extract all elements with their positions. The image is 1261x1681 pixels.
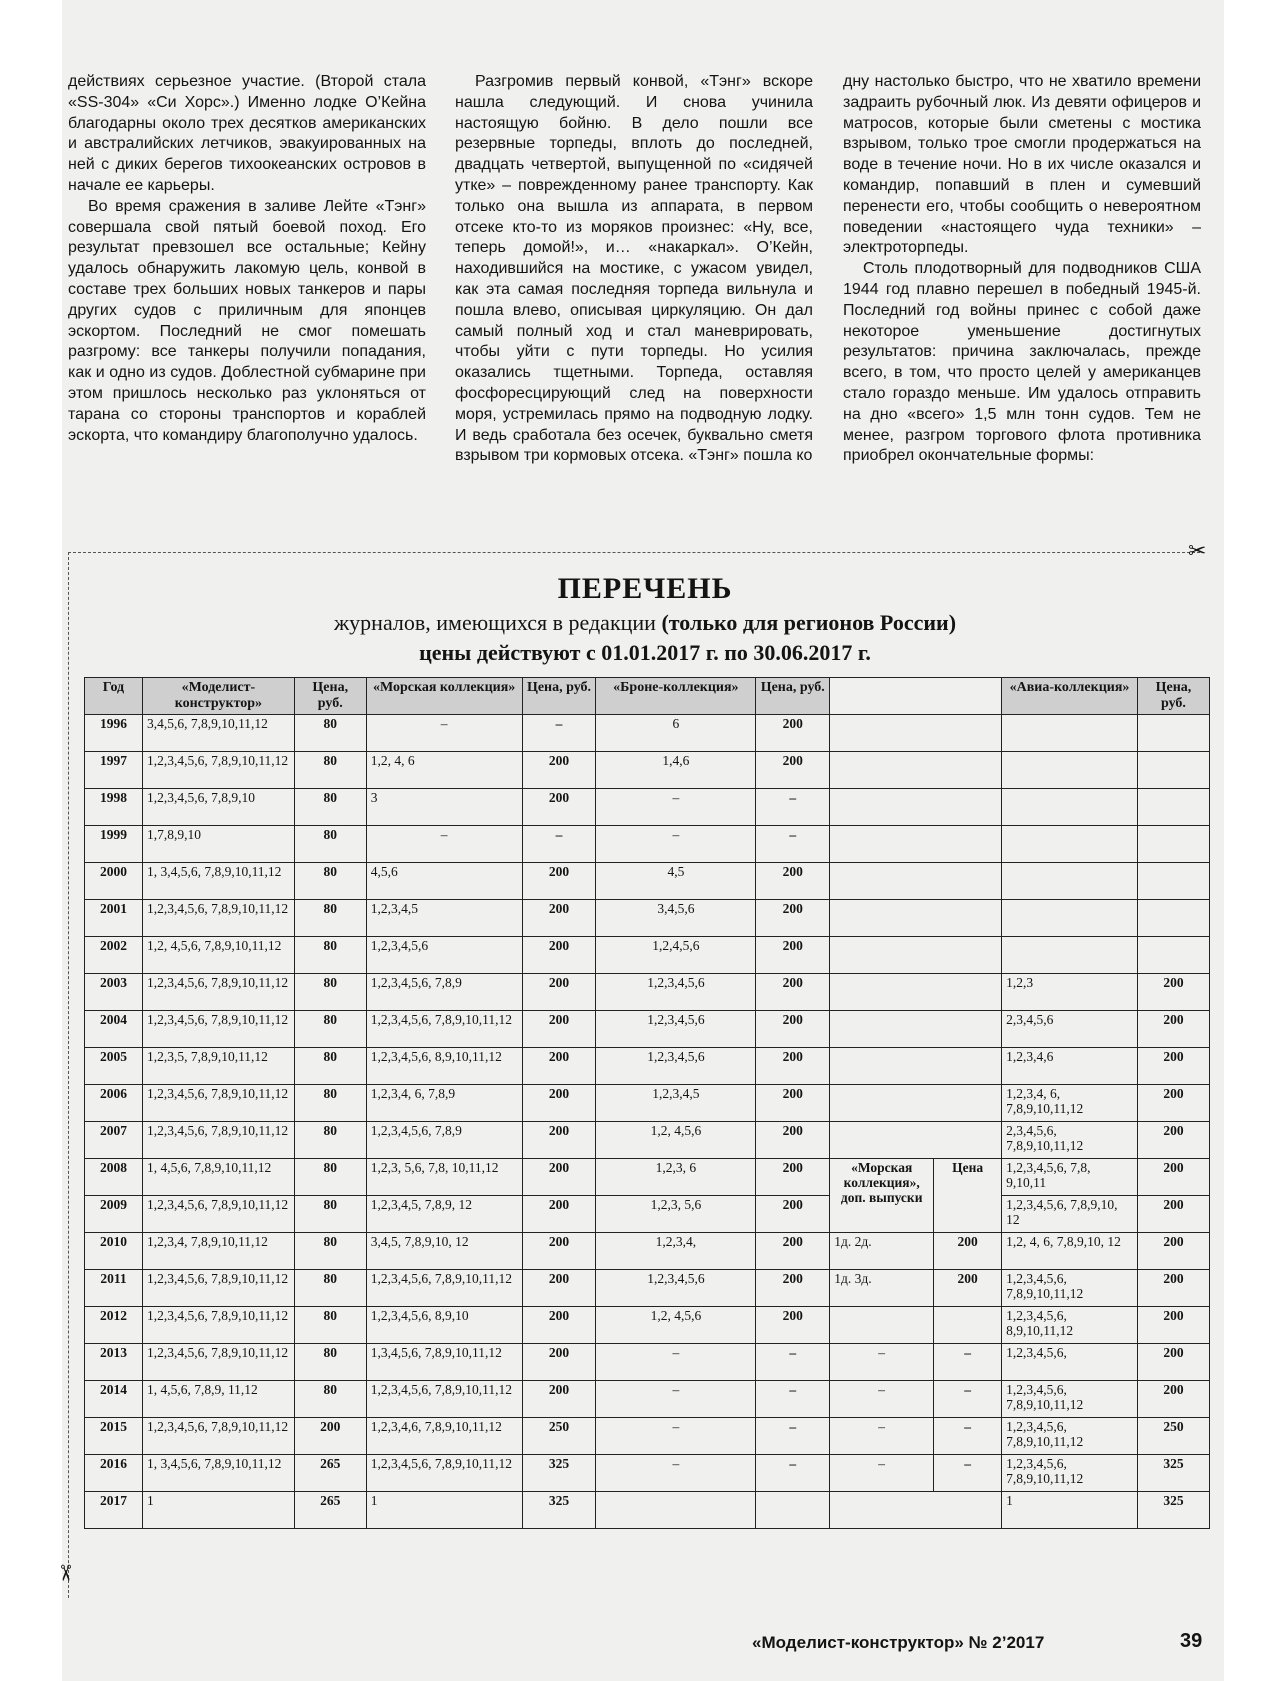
cell-mor-price: – bbox=[522, 715, 596, 752]
article-column-2 bbox=[455, 72, 813, 467]
table-row bbox=[85, 863, 1210, 900]
cell-mor-price: 200 bbox=[522, 1196, 596, 1233]
cell-bron-issues: 1,2,3,4,5,6 bbox=[596, 974, 756, 1011]
cell-bron-price: – bbox=[756, 1418, 830, 1455]
cell-mk-issues: 1,2,3,4,5,6, 7,8,9,10,11,12 bbox=[142, 1122, 294, 1159]
cell-empty bbox=[830, 1048, 1002, 1085]
cell-bron-price: 200 bbox=[756, 752, 830, 789]
cell-mk-issues: 1,2,3,4,5,6, 7,8,9,10,11,12 bbox=[142, 900, 294, 937]
cell-mor-price: 200 bbox=[522, 1122, 596, 1159]
cell-mk-price: 80 bbox=[294, 789, 366, 826]
cell-mor-price: 200 bbox=[522, 752, 596, 789]
cell-year: 2006 bbox=[85, 1085, 143, 1122]
cell-bron-price: 200 bbox=[756, 1233, 830, 1270]
list-subtitle bbox=[80, 610, 1210, 636]
cell-mk-issues: 1, 4,5,6, 7,8,9,10,11,12 bbox=[142, 1159, 294, 1196]
article-paragraph: дну настолько быстро, что не хватило времени задраить рубочный люк. Из девяти офицеров и матросов, которые были сметены с мостика взрывом, только трое смогли продержаться на воде в течение ночи. Но в их числе оказался и командир, попавший в плен и сумевший перенести его, чтобы сообщить о невероятном поведении «настоящего чуда техники» – электроторпеды. bbox=[843, 73, 1201, 257]
cell-mor-issues: – bbox=[366, 826, 522, 863]
table-row bbox=[85, 1492, 1210, 1529]
cell-avia-price: 200 bbox=[1137, 1233, 1209, 1270]
cell-dop-price: – bbox=[934, 1381, 1002, 1418]
cell-empty bbox=[830, 863, 1002, 900]
cut-line-horizontal bbox=[68, 552, 1200, 553]
scissors-icon: ✂ bbox=[1188, 538, 1207, 563]
header-price: Цена, руб. bbox=[522, 678, 596, 715]
cell-avia-price: 200 bbox=[1137, 1270, 1209, 1307]
cell-mk-price: 265 bbox=[294, 1455, 366, 1492]
cell-bron-issues: – bbox=[596, 1381, 756, 1418]
cell-year: 2010 bbox=[85, 1233, 143, 1270]
cell-mk-price: 80 bbox=[294, 1196, 366, 1233]
cell-mor-issues: 1,2,3,4,5,6, 7,8,9,10,11,12 bbox=[366, 1381, 522, 1418]
cell-mk-price: 265 bbox=[294, 1492, 366, 1529]
cell-bron-issues bbox=[596, 1492, 756, 1529]
cell-bron-issues: – bbox=[596, 826, 756, 863]
header-empty bbox=[830, 678, 1002, 715]
cell-bron-price: 200 bbox=[756, 974, 830, 1011]
cell-bron-price: – bbox=[756, 1344, 830, 1381]
cell-avia-price: 200 bbox=[1137, 1085, 1209, 1122]
cell-mk-issues: 3,4,5,6, 7,8,9,10,11,12 bbox=[142, 715, 294, 752]
cell-mor-price: 200 bbox=[522, 937, 596, 974]
cell-mor-price: 200 bbox=[522, 1344, 596, 1381]
cell-mor-issues: 1,2,3,4,5,6, 8,9,10 bbox=[366, 1307, 522, 1344]
cell-year: 2008 bbox=[85, 1159, 143, 1196]
cell-empty bbox=[830, 1011, 1002, 1048]
cell-mk-issues: 1,7,8,9,10 bbox=[142, 826, 294, 863]
cell-avia-issues: 1,2, 4, 6, 7,8,9,10, 12 bbox=[1002, 1233, 1138, 1270]
cell-avia-price: 200 bbox=[1137, 1381, 1209, 1418]
cell-empty bbox=[830, 1122, 1002, 1159]
cell-bron-issues: – bbox=[596, 789, 756, 826]
cell-mk-issues: 1,2,3,5, 7,8,9,10,11,12 bbox=[142, 1048, 294, 1085]
table-row bbox=[85, 1270, 1210, 1307]
table-row bbox=[85, 1381, 1210, 1418]
cell-mor-issues: 3 bbox=[366, 789, 522, 826]
cell-dop-issues: 1д. 2д. bbox=[830, 1233, 934, 1270]
cell-bron-price: 200 bbox=[756, 863, 830, 900]
cell-mk-issues: 1,2,3,4,5,6, 7,8,9,10,11,12 bbox=[142, 1270, 294, 1307]
cut-line-vertical bbox=[68, 552, 69, 1598]
cell-mor-issues: 3,4,5, 7,8,9,10, 12 bbox=[366, 1233, 522, 1270]
cell-mk-issues: 1,2, 4,5,6, 7,8,9,10,11,12 bbox=[142, 937, 294, 974]
table-row bbox=[85, 900, 1210, 937]
cell-avia-price: 200 bbox=[1137, 1159, 1209, 1196]
header-bron: «Броне-коллекция» bbox=[596, 678, 756, 715]
scissors-icon: ✂ bbox=[53, 1563, 79, 1583]
cell-year: 2000 bbox=[85, 863, 143, 900]
cell-mor-price: 200 bbox=[522, 1270, 596, 1307]
cell-dop-price: – bbox=[934, 1418, 1002, 1455]
cell-mk-price: 80 bbox=[294, 826, 366, 863]
cell-mor-issues: 1,2,3,4,5,6, 7,8,9 bbox=[366, 1122, 522, 1159]
cell-year: 1998 bbox=[85, 789, 143, 826]
cell-avia-issues: 1,2,3 bbox=[1002, 974, 1138, 1011]
cell-mor-price: 200 bbox=[522, 1011, 596, 1048]
table-row bbox=[85, 937, 1210, 974]
cell-bron-price: 200 bbox=[756, 1048, 830, 1085]
cell-year: 2016 bbox=[85, 1455, 143, 1492]
cell-mor-issues: 1,2,3,4,6, 7,8,9,10,11,12 bbox=[366, 1418, 522, 1455]
cell-avia-issues: 2,3,4,5,6 bbox=[1002, 1011, 1138, 1048]
cell-mor-issues: 1,2,3,4,5,6 bbox=[366, 937, 522, 974]
cell-mor-issues: 1,2,3,4,5,6, 7,8,9 bbox=[366, 974, 522, 1011]
cell-mk-issues: 1,2,3,4,5,6, 7,8,9,10 bbox=[142, 789, 294, 826]
cell-mk-issues: 1, 3,4,5,6, 7,8,9,10,11,12 bbox=[142, 1455, 294, 1492]
cell-mor-price: 325 bbox=[522, 1455, 596, 1492]
cell-mk-price: 80 bbox=[294, 1085, 366, 1122]
cell-mor-issues: 4,5,6 bbox=[366, 863, 522, 900]
cell-year: 1999 bbox=[85, 826, 143, 863]
cell-mor-issues: 1,2,3,4,5, 7,8,9, 12 bbox=[366, 1196, 522, 1233]
cell-year: 2005 bbox=[85, 1048, 143, 1085]
cell-bron-issues: – bbox=[596, 1344, 756, 1381]
cell-mor-issues: 1,2,3,4,5,6, 7,8,9,10,11,12 bbox=[366, 1011, 522, 1048]
table-row bbox=[85, 1048, 1210, 1085]
cell-mor-issues: 1,2,3,4,5,6, 8,9,10,11,12 bbox=[366, 1048, 522, 1085]
cell-bron-issues: 1,2,3,4,5 bbox=[596, 1085, 756, 1122]
cell-bron-issues: – bbox=[596, 1455, 756, 1492]
cell-dop-issues: 1д. 3д. bbox=[830, 1270, 934, 1307]
cell-bron-issues: 1,2, 4,5,6 bbox=[596, 1307, 756, 1344]
cell-bron-price: 200 bbox=[756, 715, 830, 752]
cell-bron-issues: 1,2,3,4,5,6 bbox=[596, 1048, 756, 1085]
cell-avia-price: 325 bbox=[1137, 1492, 1209, 1529]
cell-avia-price: 200 bbox=[1137, 974, 1209, 1011]
cell-avia-issues: 1,2,3,4,5,6, 7,8,9,10,11,12 bbox=[1002, 1455, 1138, 1492]
cell-mor-issues: 1,2,3,4,5,6, 7,8,9,10,11,12 bbox=[366, 1270, 522, 1307]
cell-avia-issues: 1,2,3,4,5,6, 8,9,10,11,12 bbox=[1002, 1307, 1138, 1344]
cell-bron-price: 200 bbox=[756, 1122, 830, 1159]
cell-dop-price: 200 bbox=[934, 1233, 1002, 1270]
cell-mk-price: 80 bbox=[294, 1233, 366, 1270]
cell-avia-price bbox=[1137, 715, 1209, 752]
cell-bron-price: 200 bbox=[756, 937, 830, 974]
cell-bron-price: 200 bbox=[756, 1085, 830, 1122]
cell-year: 2001 bbox=[85, 900, 143, 937]
cell-mk-price: 80 bbox=[294, 1048, 366, 1085]
cell-mk-issues: 1,2,3,4, 7,8,9,10,11,12 bbox=[142, 1233, 294, 1270]
cell-avia-price bbox=[1137, 789, 1209, 826]
cell-mk-price: 80 bbox=[294, 1381, 366, 1418]
table-row bbox=[85, 1122, 1210, 1159]
cell-mor-price: 200 bbox=[522, 900, 596, 937]
list-subtitle-plain: журналов, имеющихся в редакции bbox=[333, 610, 656, 635]
cell-bron-price: 200 bbox=[756, 1307, 830, 1344]
cell-avia-issues: 1,2,3,4,5,6, 7,8,9,10,11,12 bbox=[1002, 1270, 1138, 1307]
footer-magazine: «Моделист-конструктор» № 2’2017 bbox=[752, 1633, 1045, 1652]
cell-mk-issues: 1,2,3,4,5,6, 7,8,9,10,11,12 bbox=[142, 974, 294, 1011]
cell-mor-price: 200 bbox=[522, 1381, 596, 1418]
table-row bbox=[85, 974, 1210, 1011]
cell-avia-price: 200 bbox=[1137, 1344, 1209, 1381]
cell-mor-price: 325 bbox=[522, 1492, 596, 1529]
table-row bbox=[85, 1159, 1210, 1196]
cell-empty bbox=[830, 1085, 1002, 1122]
cell-mor-price: 200 bbox=[522, 863, 596, 900]
cell-avia-price bbox=[1137, 752, 1209, 789]
cell-mor-price: 200 bbox=[522, 974, 596, 1011]
cell-year: 2009 bbox=[85, 1196, 143, 1233]
cell-mor-price: 200 bbox=[522, 1159, 596, 1196]
cell-mk-price: 80 bbox=[294, 1307, 366, 1344]
cell-mk-issues: 1 bbox=[142, 1492, 294, 1529]
cell-bron-price: 200 bbox=[756, 1270, 830, 1307]
cell-year: 1997 bbox=[85, 752, 143, 789]
cell-mk-issues: 1, 4,5,6, 7,8,9, 11,12 bbox=[142, 1381, 294, 1418]
cell-avia-issues bbox=[1002, 752, 1138, 789]
cell-mor-issues: 1,2, 4, 6 bbox=[366, 752, 522, 789]
cell-dop-issues: – bbox=[830, 1418, 934, 1455]
cell-dop-price: – bbox=[934, 1455, 1002, 1492]
cell-bron-price: – bbox=[756, 826, 830, 863]
cell-empty bbox=[830, 1492, 1002, 1529]
cell-mk-issues: 1,2,3,4,5,6, 7,8,9,10,11,12 bbox=[142, 752, 294, 789]
cell-mor-issues: 1,2,3,4, 6, 7,8,9 bbox=[366, 1085, 522, 1122]
cell-mk-price: 80 bbox=[294, 715, 366, 752]
cell-mk-price: 80 bbox=[294, 1344, 366, 1381]
cell-year: 2012 bbox=[85, 1307, 143, 1344]
magazine-price-table bbox=[84, 677, 1210, 1529]
cell-avia-price: 200 bbox=[1137, 1011, 1209, 1048]
cell-bron-issues: – bbox=[596, 1418, 756, 1455]
cell-avia-price: 200 bbox=[1137, 1196, 1209, 1233]
cell-bron-issues: 1,2, 4,5,6 bbox=[596, 1122, 756, 1159]
cell-bron-issues: 1,2,3, 6 bbox=[596, 1159, 756, 1196]
cell-dop-price: – bbox=[934, 1344, 1002, 1381]
cell-mk-price: 80 bbox=[294, 1011, 366, 1048]
cell-bron-issues: 1,2,3, 5,6 bbox=[596, 1196, 756, 1233]
cell-mor-price: 200 bbox=[522, 1048, 596, 1085]
cell-mk-issues: 1,2,3,4,5,6, 7,8,9,10,11,12 bbox=[142, 1307, 294, 1344]
list-dates: цены действуют с 01.01.2017 г. по 30.06.2017 г. bbox=[419, 640, 871, 665]
cell-dop-issues: – bbox=[830, 1455, 934, 1492]
cell-mor-price: 200 bbox=[522, 789, 596, 826]
cell-avia-issues: 1,2,3,4,5,6, bbox=[1002, 1344, 1138, 1381]
table-row bbox=[85, 1196, 1210, 1233]
cell-avia-price: 250 bbox=[1137, 1418, 1209, 1455]
cell-mor-price: 200 bbox=[522, 1307, 596, 1344]
cell-bron-price bbox=[756, 1492, 830, 1529]
cell-mk-price: 80 bbox=[294, 974, 366, 1011]
cell-avia-issues: 1,2,3,4,5,6, 7,8,9,10,11,12 bbox=[1002, 1418, 1138, 1455]
cell-bron-price: 200 bbox=[756, 1196, 830, 1233]
cell-mor-issues: – bbox=[366, 715, 522, 752]
cell-mor-issues: 1 bbox=[366, 1492, 522, 1529]
cell-empty bbox=[830, 826, 1002, 863]
table-row bbox=[85, 1307, 1210, 1344]
cell-mor-price: 200 bbox=[522, 1085, 596, 1122]
cell-mor-issues: 1,2,3, 5,6, 7,8, 10,11,12 bbox=[366, 1159, 522, 1196]
cell-mk-price: 80 bbox=[294, 937, 366, 974]
cell-avia-issues bbox=[1002, 863, 1138, 900]
cell-bron-price: 200 bbox=[756, 1159, 830, 1196]
cell-bron-issues: 3,4,5,6 bbox=[596, 900, 756, 937]
cell-avia-price: 325 bbox=[1137, 1455, 1209, 1492]
cell-year: 2002 bbox=[85, 937, 143, 974]
cell-avia-price bbox=[1137, 863, 1209, 900]
cell-mk-price: 200 bbox=[294, 1418, 366, 1455]
cell-avia-issues: 1,2,3,4,5,6, 7,8, 9,10,11 bbox=[1002, 1159, 1138, 1196]
cell-year: 2017 bbox=[85, 1492, 143, 1529]
header-price: Цена, руб. bbox=[756, 678, 830, 715]
cell-dop-issues: – bbox=[830, 1381, 934, 1418]
cell-mk-price: 80 bbox=[294, 1122, 366, 1159]
cell-avia-issues bbox=[1002, 900, 1138, 937]
header-price: Цена, руб. bbox=[294, 678, 366, 715]
cell-empty bbox=[830, 715, 1002, 752]
table-row bbox=[85, 826, 1210, 863]
cell-avia-price bbox=[1137, 826, 1209, 863]
article-column-1 bbox=[68, 72, 426, 446]
cell-avia-issues: 1,2,3,4,5,6, 7,8,9,10, 12 bbox=[1002, 1196, 1138, 1233]
list-title: ПЕРЕЧЕНЬ bbox=[557, 572, 733, 605]
cell-mk-issues: 1,2,3,4,5,6, 7,8,9,10,11,12 bbox=[142, 1196, 294, 1233]
cell-mk-issues: 1, 3,4,5,6, 7,8,9,10,11,12 bbox=[142, 863, 294, 900]
article-column-3 bbox=[843, 72, 1201, 467]
cell-avia-issues bbox=[1002, 715, 1138, 752]
header-year: Год bbox=[85, 678, 143, 715]
dop-header-title: «Морская коллекция», доп. выпуски bbox=[830, 1159, 934, 1233]
cell-mk-issues: 1,2,3,4,5,6, 7,8,9,10,11,12 bbox=[142, 1344, 294, 1381]
cell-avia-issues: 2,3,4,5,6, 7,8,9,10,11,12 bbox=[1002, 1122, 1138, 1159]
cell-bron-issues: 1,4,6 bbox=[596, 752, 756, 789]
article-paragraph: действиях серьезное участие. (Второй стала «SS-304» «Си Хорс».) Именно лодке О’Кейна благодарны около трех десятков американских и австралийских летчиков, эвакуированных на ней с диких берегов тихоокеанских островов в начале ее карьеры. bbox=[68, 73, 426, 194]
cell-mor-price: 250 bbox=[522, 1418, 596, 1455]
cell-avia-issues bbox=[1002, 937, 1138, 974]
table-row bbox=[85, 715, 1210, 752]
list-subtitle-bold: (только для регионов России) bbox=[661, 610, 957, 635]
cell-mk-price: 80 bbox=[294, 752, 366, 789]
cell-avia-issues: 1,2,3,4,5,6, 7,8,9,10,11,12 bbox=[1002, 1381, 1138, 1418]
table-row bbox=[85, 1085, 1210, 1122]
cell-bron-price: 200 bbox=[756, 900, 830, 937]
article-paragraph: Разгромив первый конвой, «Тэнг» вскоре нашла следующий. И снова учинила настоящую бойню. В дело пошли все резервные торпеды, вплоть до последней, двадцать четвертой, выпущенной по «сидячей утке» – поврежденному ранее транспорту. Как только она вышла из аппарата, в первом отсеке кто-то из моряков произнес: «Ну, все, теперь домой!», и… «накаркал». О’Кейн, находившийся на мостике, с ужасом увидел, как эта самая последняя торпеда вильнула и пошла влево, описывая циркуляцию. Он дал самый полный ход и стал маневрировать, чтобы уйти с пути торпеды. Но усилия оказались тщетными. Торпеда, оставляя фосфоресцирующий след на поверхности моря, устремилась прямо на подводную лодку. И ведь сработала без осечек, буквально сметя взрывом три кормовых отсека. «Тэнг» пошла ко bbox=[455, 73, 813, 465]
cell-empty bbox=[830, 789, 1002, 826]
cell-year: 2015 bbox=[85, 1418, 143, 1455]
header-mk: «Моделист-конструктор» bbox=[142, 678, 294, 715]
header-mor: «Морская коллекция» bbox=[366, 678, 522, 715]
cell-mor-price: 200 bbox=[522, 1233, 596, 1270]
cell-avia-issues bbox=[1002, 826, 1138, 863]
table-row bbox=[85, 1344, 1210, 1381]
cell-dop-price: 200 bbox=[934, 1270, 1002, 1307]
cell-avia-issues: 1,2,3,4, 6, 7,8,9,10,11,12 bbox=[1002, 1085, 1138, 1122]
cell-bron-price: – bbox=[756, 1455, 830, 1492]
cell-bron-price: – bbox=[756, 1381, 830, 1418]
cell-bron-issues: 1,2,3,4, bbox=[596, 1233, 756, 1270]
cell-bron-issues: 1,2,3,4,5,6 bbox=[596, 1270, 756, 1307]
article-paragraph: Во время сражения в заливе Лейте «Тэнг» совершала свой пятый боевой поход. Его результат превзошел все остальные; Кейну удалось обнаружить лакомую цель, конвой в составе трех больших новых танкеров и пары других судов с приличным для японцев эскортом. Последний не смог помешать разгрому: все танкеры получили попадания, как и одно из судов. Доблестной субмарине при этом пришлось несколько раз уклоняться от тарана со стороны транспортов и кораблей эскорта, что командиру благополучно удалось. bbox=[68, 197, 426, 444]
cell-avia-price: 200 bbox=[1137, 1122, 1209, 1159]
cell-empty bbox=[830, 974, 1002, 1011]
cell-dop-issues bbox=[830, 1307, 934, 1344]
cell-year: 2003 bbox=[85, 974, 143, 1011]
cell-bron-issues: 1,2,4,5,6 bbox=[596, 937, 756, 974]
cell-mor-price: – bbox=[522, 826, 596, 863]
cell-mk-price: 80 bbox=[294, 863, 366, 900]
cell-bron-issues: 4,5 bbox=[596, 863, 756, 900]
cell-mk-price: 80 bbox=[294, 1159, 366, 1196]
table-row bbox=[85, 1011, 1210, 1048]
table-row bbox=[85, 1233, 1210, 1270]
cell-empty bbox=[830, 900, 1002, 937]
page-number: 39 bbox=[1180, 1630, 1203, 1652]
cell-avia-price bbox=[1137, 900, 1209, 937]
cell-avia-price: 200 bbox=[1137, 1307, 1209, 1344]
cell-avia-issues: 1,2,3,4,6 bbox=[1002, 1048, 1138, 1085]
cell-mk-issues: 1,2,3,4,5,6, 7,8,9,10,11,12 bbox=[142, 1418, 294, 1455]
cell-mk-price: 80 bbox=[294, 1270, 366, 1307]
cell-bron-price: – bbox=[756, 789, 830, 826]
table-row bbox=[85, 789, 1210, 826]
table-row bbox=[85, 1455, 1210, 1492]
cell-empty bbox=[830, 937, 1002, 974]
dop-header-price: Цена bbox=[934, 1159, 1002, 1233]
cell-mk-issues: 1,2,3,4,5,6, 7,8,9,10,11,12 bbox=[142, 1011, 294, 1048]
cell-avia-price: 200 bbox=[1137, 1048, 1209, 1085]
cell-mk-issues: 1,2,3,4,5,6, 7,8,9,10,11,12 bbox=[142, 1085, 294, 1122]
cell-mor-issues: 1,3,4,5,6, 7,8,9,10,11,12 bbox=[366, 1344, 522, 1381]
cell-avia-issues bbox=[1002, 789, 1138, 826]
cell-year: 2007 bbox=[85, 1122, 143, 1159]
cell-avia-issues: 1 bbox=[1002, 1492, 1138, 1529]
article-paragraph: Столь плодотворный для подводников США 1944 год плавно перешел в победный 1945-й. Последний год войны принес с собой даже некоторое уменьшение достигнутых результатов: причина заключалась, прежде всего, в том, что просто целей у американцев стало гораздо меньше. Им удалось отправить на дно «всего» 1,5 млн тонн судов. Тем не менее, разгром торгового флота противника приобрел окончательные формы: bbox=[843, 260, 1201, 465]
cell-year: 1996 bbox=[85, 715, 143, 752]
cell-mk-price: 80 bbox=[294, 900, 366, 937]
table-header-row bbox=[85, 678, 1210, 715]
cell-mor-issues: 1,2,3,4,5 bbox=[366, 900, 522, 937]
cell-year: 2013 bbox=[85, 1344, 143, 1381]
header-avia: «Авиа-коллекция» bbox=[1002, 678, 1138, 715]
cell-mor-issues: 1,2,3,4,5,6, 7,8,9,10,11,12 bbox=[366, 1455, 522, 1492]
cell-dop-price bbox=[934, 1307, 1002, 1344]
cell-year: 2004 bbox=[85, 1011, 143, 1048]
cell-year: 2014 bbox=[85, 1381, 143, 1418]
cell-avia-price bbox=[1137, 937, 1209, 974]
table-row bbox=[85, 752, 1210, 789]
cell-bron-price: 200 bbox=[756, 1011, 830, 1048]
cell-year: 2011 bbox=[85, 1270, 143, 1307]
table-row bbox=[85, 1418, 1210, 1455]
cell-empty bbox=[830, 752, 1002, 789]
cell-dop-issues: – bbox=[830, 1344, 934, 1381]
cell-bron-issues: 1,2,3,4,5,6 bbox=[596, 1011, 756, 1048]
cell-bron-issues: 6 bbox=[596, 715, 756, 752]
header-price: Цена, руб. bbox=[1137, 678, 1209, 715]
